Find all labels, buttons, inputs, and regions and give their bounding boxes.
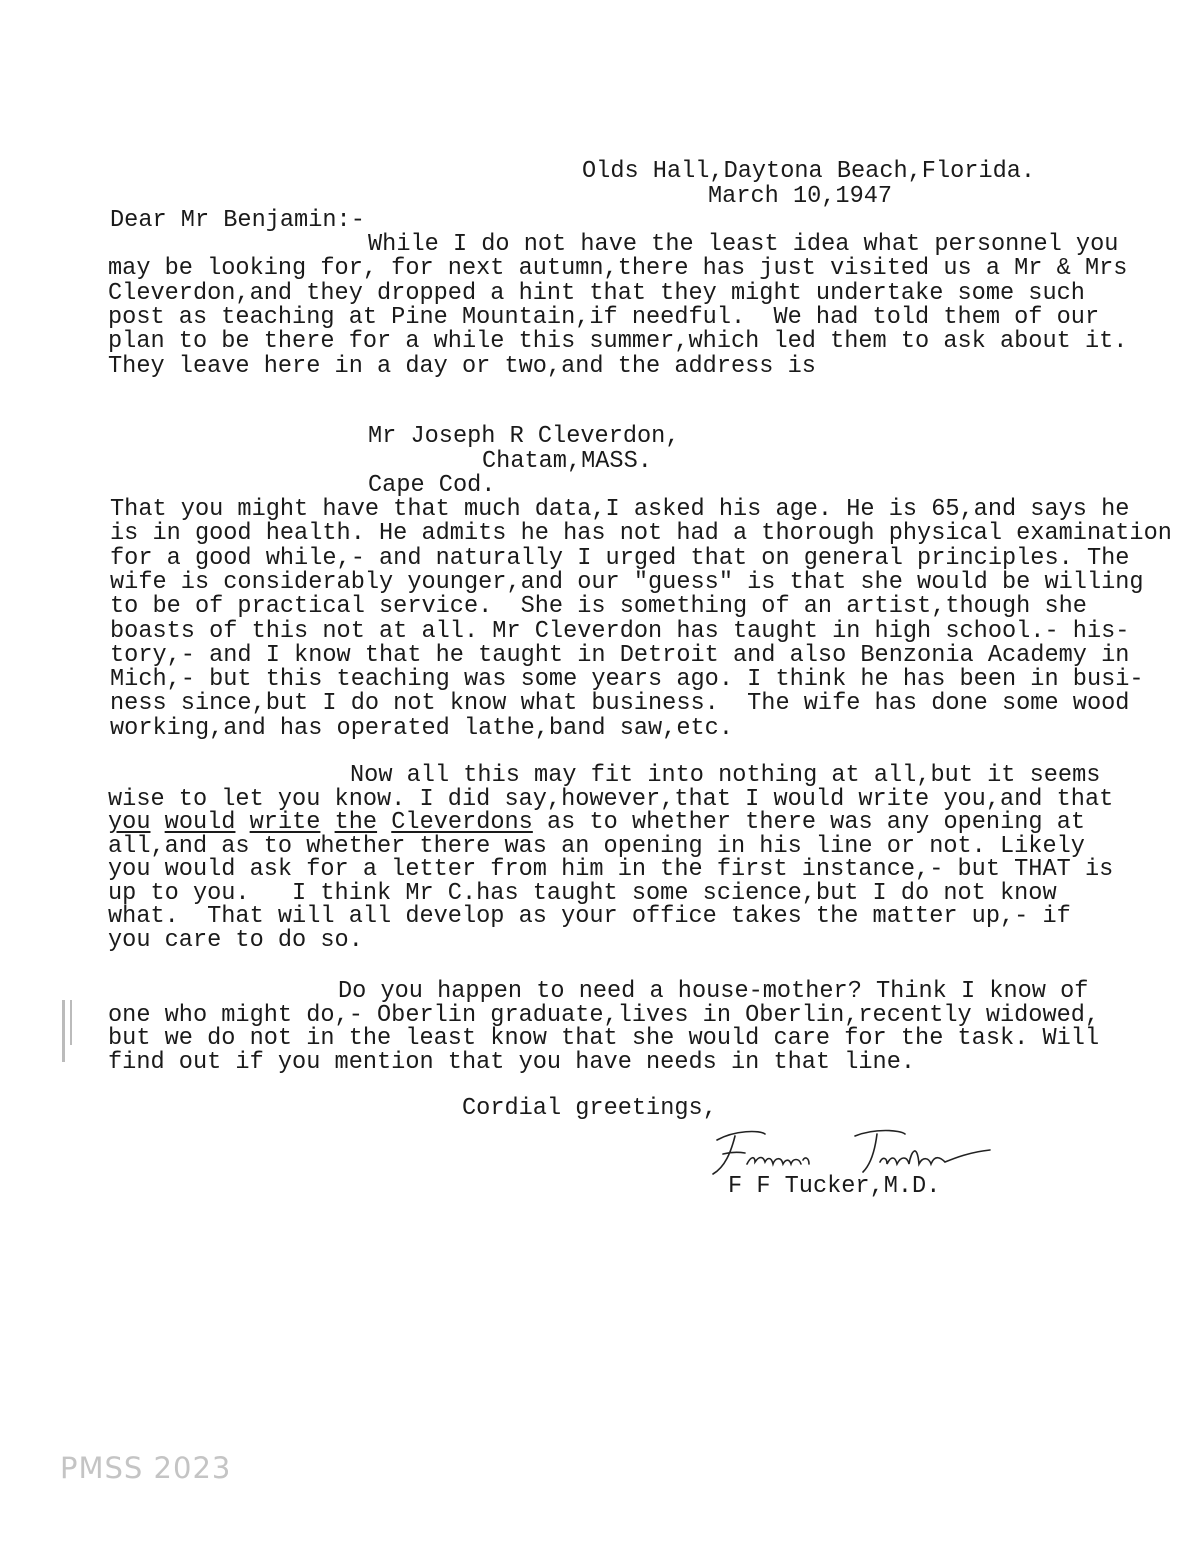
text-line: tory,- and I know that he taught in Detroit and also Benzonia Academy in — [110, 641, 1130, 669]
text-line: While I do not have the least idea what personnel you — [368, 231, 1119, 258]
text-line: Now all this may fit into nothing at all,but it seems — [350, 762, 1101, 789]
text-line: plan to be there for a while this summer,which led them to ask about it. — [108, 328, 1128, 356]
sender-address: Olds Hall,Daytona Beach,Florida. — [582, 158, 1036, 185]
text-line: ness since,but I do not know what business. The wife has done some wood — [110, 690, 1130, 718]
watermark: PMSS 2023 — [60, 1451, 232, 1485]
text-line: find out if you mention that you have needs in that line. — [108, 1049, 916, 1077]
text-line: up to you. I think Mr C.has taught some science,but I do not know — [108, 879, 1057, 907]
address-town: Chatam,MASS. — [482, 448, 652, 475]
text-line: wife is considerably younger,and our "guess" is that she would be willing — [110, 568, 1144, 596]
text-segment — [320, 809, 334, 836]
letter-date: March 10,1947 — [708, 183, 893, 210]
text-line: is in good health. He admits he has not had a thorough physical examination — [110, 520, 1172, 548]
text-line: post as teaching at Pine Mountain,if needful. We had told them of our — [108, 303, 1100, 331]
text-segment: as to whether there was any opening at — [532, 809, 1086, 836]
text-line: They leave here in a day or two,and the address is — [108, 352, 816, 380]
text-line: for a good while,- and naturally I urged that on general principles. The — [110, 544, 1130, 572]
text-segment — [150, 809, 164, 836]
underlined-text: the — [334, 809, 378, 836]
text-line: you care to do so. — [108, 926, 363, 954]
text-line: wise to let you know. I did say,however,that I would write you,and that — [108, 785, 1114, 813]
text-line: That you might have that much data,I asked his age. He is 65,and says he — [110, 496, 1130, 523]
text-line — [108, 811, 1085, 835]
closing: Cordial greetings, — [462, 1095, 717, 1122]
text-line: what. That will all develop as your office takes the matter up,- if — [108, 903, 1071, 930]
text-line: all,and as to whether there was an opening in his line or not. Likely — [108, 832, 1085, 860]
scan-mark — [62, 1000, 65, 1062]
address-name: Mr Joseph R Cleverdon, — [368, 423, 680, 450]
underlined-text: you — [108, 809, 151, 836]
text-line: to be of practical service. She is something of an artist,though she — [110, 593, 1087, 621]
text-line: Do you happen to need a house-mother? Think I know of — [338, 978, 1089, 1005]
text-line: Cleverdon,and they dropped a hint that they might undertake some such — [108, 279, 1085, 307]
text-line: Mich,- but this teaching was some years ago. I think he has been in busi- — [110, 666, 1144, 694]
text-line: may be looking for, for next autumn,there has just visited us a Mr & Mrs — [108, 255, 1128, 283]
text-line: boasts of this not at all. Mr Cleverdon has taught in high school.- his- — [110, 617, 1130, 645]
text-line: one who might do,- Oberlin graduate,lives in Oberlin,recently widowed, — [108, 1001, 1100, 1029]
underlined-text: write — [249, 809, 321, 836]
underlined-text: would — [164, 809, 236, 836]
text-line: but we do not in the least know that she would care for the task. Will — [108, 1025, 1100, 1053]
text-line: you would ask for a letter from him in the first instance,- but THAT is — [108, 856, 1114, 883]
underlined-text: Cleverdons — [391, 809, 533, 836]
address-region: Cape Cod. — [368, 472, 496, 499]
text-segment — [377, 809, 391, 836]
text-segment — [235, 809, 249, 836]
text-line: working,and has operated lathe,band saw,etc. — [110, 714, 733, 742]
salutation: Dear Mr Benjamin:- — [110, 207, 365, 234]
scan-mark — [70, 1000, 72, 1045]
signoff-name: F F Tucker,M.D. — [728, 1173, 941, 1200]
